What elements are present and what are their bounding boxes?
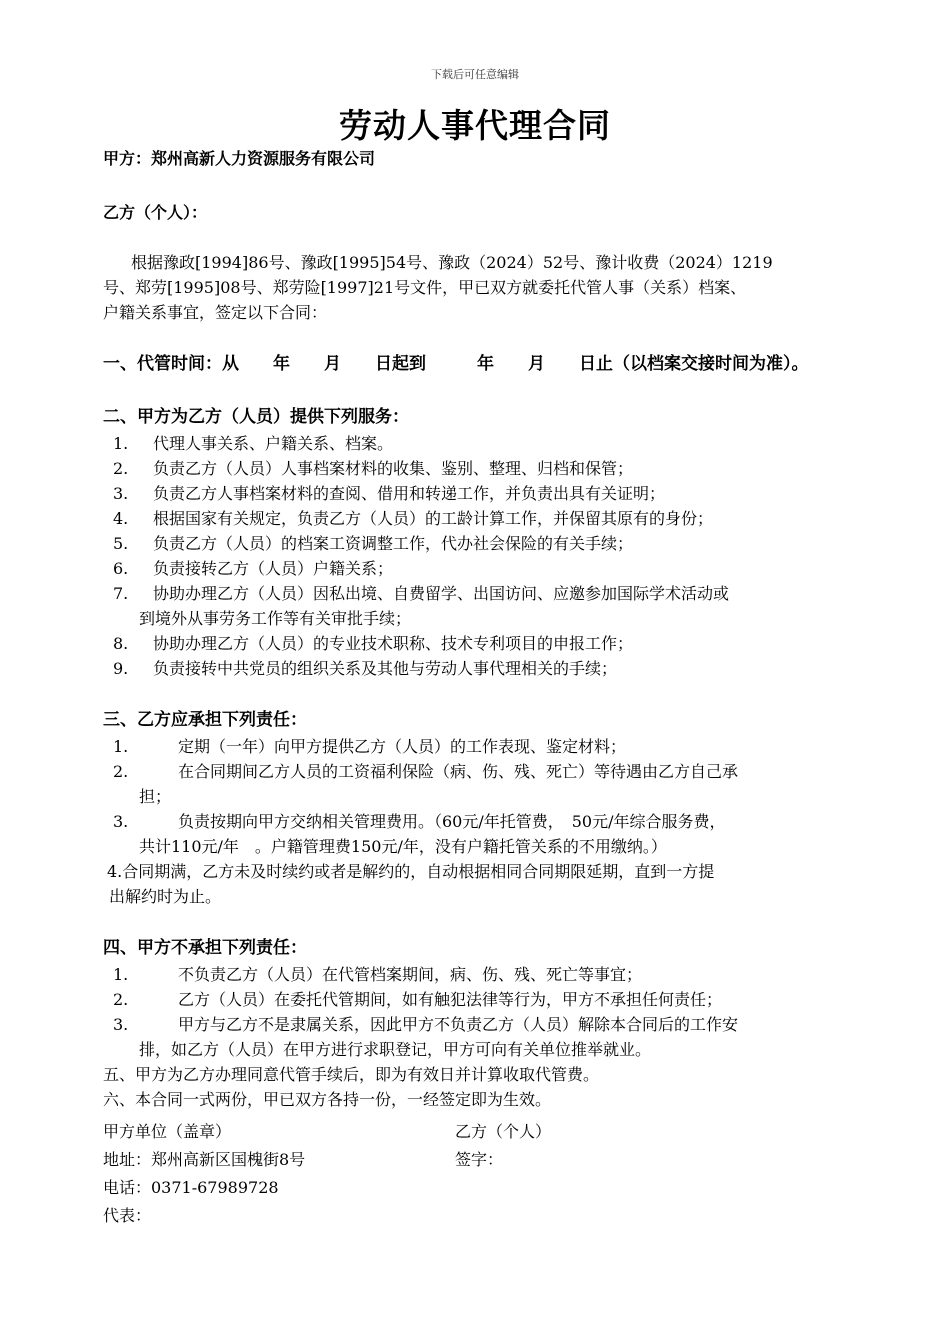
signature-block: [103, 1118, 853, 1230]
list-item: [103, 481, 853, 506]
list-item-continuation: 到境外从事劳务工作等有关审批手续；: [139, 609, 412, 628]
list-item: [103, 734, 853, 759]
contract-body: [103, 146, 853, 1112]
list-item-number: 1.: [113, 737, 129, 756]
section-4-heading: 四、甲方不承担下列责任：: [103, 938, 307, 958]
party-b-person: 乙方（个人）: [455, 1122, 552, 1141]
section-3-heading: 三、乙方应承担下列责任：: [103, 710, 307, 730]
list-item: [103, 809, 853, 834]
list-item-text: 代理人事关系、户籍关系、档案。: [153, 434, 394, 453]
list-item-number: 4.: [113, 509, 129, 528]
list-item: [103, 759, 853, 784]
section-3-item-4: 4.合同期满，乙方未及时续约或者是解约的，自动根据相同合同期限延期，直到一方提: [107, 862, 715, 881]
list-item: [103, 581, 853, 606]
list-item: [103, 1012, 853, 1037]
list-item-number: 3.: [113, 812, 129, 831]
list-item: [103, 431, 853, 456]
list-item-continuation: 排，如乙方（人员）在甲方进行求职登记，甲方可向有关单位推举就业。: [139, 1040, 652, 1059]
party-a-unit-seal: 甲方单位（盖章）: [103, 1122, 232, 1141]
list-item-number: 3.: [113, 1015, 129, 1034]
address: 地址：郑州高新区国槐街8号: [103, 1150, 306, 1169]
list-item: [103, 556, 853, 581]
list-item-number: 2.: [113, 990, 129, 1009]
document-title: 劳动人事代理合同: [339, 106, 611, 145]
intro-line-1: 根据豫政[1994]86号、豫政[1995]54号、豫政（2024）52号、豫计收费（2024）1219: [131, 253, 773, 272]
section-2-list: [103, 431, 853, 681]
list-item: [103, 987, 853, 1012]
phone: 电话：0371-67989728: [103, 1178, 279, 1197]
list-item-text: 负责接转中共党员的组织关系及其他与劳动人事代理相关的手续；: [153, 659, 618, 678]
list-item-number: 1.: [113, 434, 129, 453]
party-a: 甲方：郑州高新人力资源服务有限公司: [103, 149, 376, 168]
list-item-text: 负责乙方（人员）人事档案材料的收集、鉴别、整理、归档和保管；: [153, 459, 634, 478]
section-1-duration: 一、代管时间：从 年 月 日起到 年 月 日止（以档案交接时间为准）。: [103, 354, 809, 374]
section-6: 六、本合同一式两份，甲已双方各持一份，一经签定即为生效。: [103, 1090, 552, 1109]
list-item-text: 在合同期间乙方人员的工资福利保险（病、伤、残、死亡）等待遇由乙方自己承: [178, 762, 739, 781]
list-item-text: 协助办理乙方（人员）因私出境、自费留学、出国访问、应邀参加国际学术活动或: [153, 584, 730, 603]
section-4-list: [103, 962, 853, 1062]
section-3-item-4-cont: 出解约时为止。: [109, 887, 222, 906]
list-item-number: 2.: [113, 459, 129, 478]
list-item-text: 负责接转乙方（人员）户籍关系；: [153, 559, 394, 578]
list-item-number: 3.: [113, 484, 129, 503]
list-item: [103, 656, 853, 681]
list-item-continuation: 担；: [139, 787, 172, 806]
list-item-text: 负责乙方（人员）的档案工资调整工作，代办社会保险的有关手续；: [153, 534, 634, 553]
list-item: [103, 456, 853, 481]
list-item-text: 负责按期向甲方交纳相关管理费用。（60元/年托管费， 50元/年综合服务费，: [178, 812, 726, 831]
list-item-text: 不负责乙方（人员）在代管档案期间，病、伤、残、死亡等事宜；: [178, 965, 643, 984]
list-item-text: 根据国家有关规定，负责乙方（人员）的工龄计算工作，并保留其原有的身份；: [153, 509, 714, 528]
header-note: 下载后可任意编辑: [431, 68, 519, 81]
list-item-continuation: 共计110元/年 。户籍管理费150元/年，没有户籍托管关系的不用缴纳。）: [139, 837, 667, 856]
section-5: 五、甲方为乙方办理同意代管手续后，即为有效日并计算收取代管费。: [103, 1065, 600, 1084]
list-item-text: 甲方与乙方不是隶属关系，因此甲方不负责乙方（人员）解除本合同后的工作安: [178, 1015, 739, 1034]
list-item-number: 2.: [113, 762, 129, 781]
party-b: 乙方（个人）：: [103, 203, 208, 222]
list-item-number: 1.: [113, 965, 129, 984]
list-item: [103, 531, 853, 556]
section-2-heading: 二、甲方为乙方（人员）提供下列服务：: [103, 407, 409, 427]
signature-field: 签字：: [455, 1150, 504, 1169]
intro-line-3: 户籍关系事宜，签定以下合同：: [103, 303, 328, 322]
list-item-text: 负责乙方人事档案材料的查阅、借用和转递工作，并负责出具有关证明；: [153, 484, 666, 503]
list-item-number: 6.: [113, 559, 129, 578]
intro-line-2: 号、郑劳[1995]08号、郑劳险[1997]21号文件，甲已双方就委托代管人事（关系）档案、: [103, 278, 747, 297]
list-item: [103, 962, 853, 987]
section-3-list: [103, 734, 853, 859]
list-item-number: 5.: [113, 534, 129, 553]
list-item-text: 定期（一年）向甲方提供乙方（人员）的工作表现、鉴定材料；: [178, 737, 627, 756]
list-item-number: 7.: [113, 584, 129, 603]
representative: 代表：: [103, 1206, 152, 1225]
list-item-number: 8.: [113, 634, 129, 653]
list-item: [103, 631, 853, 656]
list-item-text: 协助办理乙方（人员）的专业技术职称、技术专利项目的申报工作；: [153, 634, 634, 653]
list-item-number: 9.: [113, 659, 129, 678]
list-item-text: 乙方（人员）在委托代管期间，如有触犯法律等行为，甲方不承担任何责任；: [178, 990, 723, 1009]
list-item: [103, 506, 853, 531]
